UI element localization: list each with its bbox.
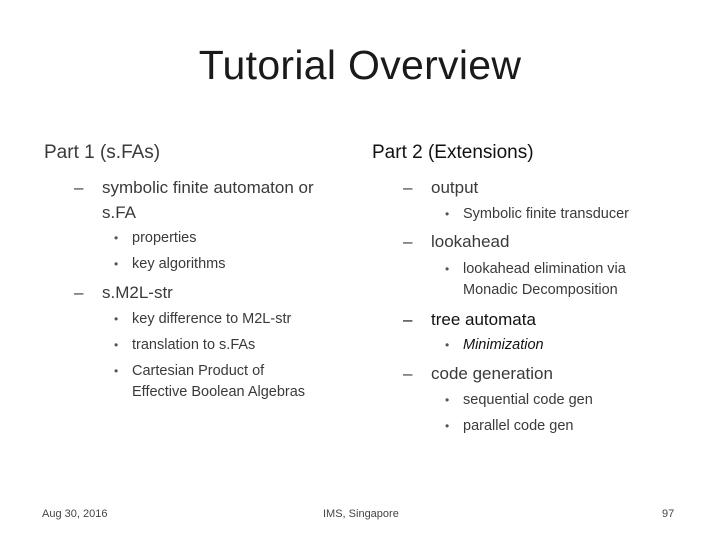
subitem-key-difference: • key difference to M2L-str (114, 311, 292, 327)
footer-venue: IMS, Singapore (323, 508, 399, 520)
subitem-properties: • properties (114, 230, 197, 246)
subitem-cartesian-product: • Cartesian Product of (114, 363, 265, 379)
list-item-sfa (74, 178, 314, 198)
subitem-lookahead-elimination: • lookahead elimination via (445, 261, 626, 277)
slide-title: Tutorial Overview (198, 42, 522, 88)
subitem-lookahead-elimination-line2: Monadic Decomposition (463, 282, 618, 298)
bullet-icon: • (445, 262, 450, 276)
footer-date: Aug 30, 2016 (42, 508, 108, 520)
bullet-icon: • (445, 419, 450, 433)
list-item-label: symbolic finite automaton or (102, 178, 314, 197)
bullet-icon: • (445, 393, 450, 407)
list-item-sfa-line2: s.FA (102, 203, 137, 222)
subitem-minimization: • Minimization (445, 337, 544, 353)
dash-icon: – (403, 178, 413, 197)
part1-heading: Part 1 (s.FAs) (44, 142, 161, 163)
dash-icon: – (74, 283, 84, 302)
bullet-icon: • (445, 338, 450, 352)
list-item-lookahead: – lookahead (403, 232, 510, 251)
dash-icon: – (74, 178, 84, 197)
bullet-icon: • (114, 257, 119, 271)
bullet-icon: • (114, 231, 119, 245)
subitem-translation: • translation to s.FAs (114, 337, 256, 353)
bullet-icon: • (114, 338, 119, 352)
list-item-sm2l: – s.M2L-str (74, 283, 173, 302)
subitem-cartesian-product-line2: Effective Boolean Algebras (132, 384, 306, 400)
subitem-transducer: • Symbolic finite transducer (445, 206, 630, 222)
dash-icon: – (403, 310, 413, 329)
dash-icon: – (403, 364, 413, 383)
subitem-parallel-code-gen: • parallel code gen (445, 418, 574, 434)
list-item-output: – output (403, 178, 479, 197)
part2-heading: Part 2 (Extensions) (372, 142, 534, 163)
footer-page-number: 97 (662, 508, 675, 520)
list-item-tree-automata: – tree automata (403, 310, 536, 329)
bullet-icon: • (114, 364, 119, 378)
dash-icon: – (403, 232, 413, 251)
bullet-icon: • (114, 312, 119, 326)
subitem-key-algorithms: • key algorithms (114, 256, 226, 272)
list-item-code-generation: – code generation (403, 364, 553, 383)
bullet-icon: • (445, 207, 450, 221)
subitem-sequential-code-gen: • sequential code gen (445, 392, 593, 408)
